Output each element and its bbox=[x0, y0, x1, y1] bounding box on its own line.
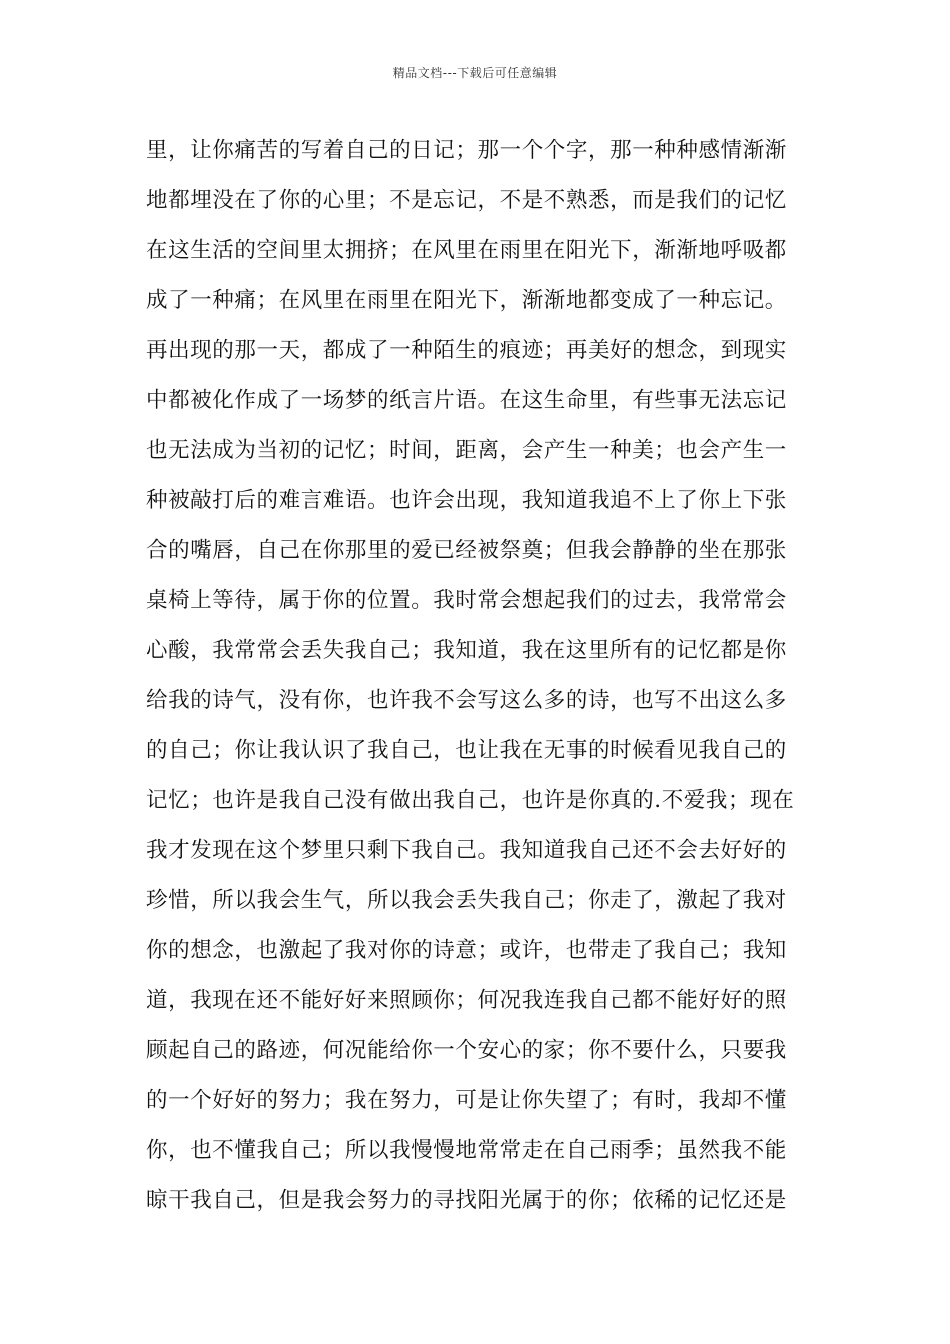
text-line: 成了一种痛；在风里在雨里在阳光下，渐渐地都变成了一种忘记。 bbox=[146, 288, 787, 313]
text-line: 你的想念，也激起了我对你的诗意；或许，也带走了我自己；我知 bbox=[146, 938, 787, 963]
text-line: 种被敲打后的难言难语。也许会出现，我知道我追不上了你上下张 bbox=[146, 488, 787, 513]
text-line: 道，我现在还不能好好来照顾你；何况我连我自己都不能好好的照 bbox=[146, 988, 787, 1013]
text-line: 里，让你痛苦的写着自己的日记；那一个个字，那一种种感情渐渐 bbox=[146, 138, 787, 163]
text-line: 再出现的那一天，都成了一种陌生的痕迹；再美好的想念，到现实 bbox=[146, 338, 787, 363]
text-line: 心酸，我常常会丢失我自己；我知道，我在这里所有的记忆都是你 bbox=[146, 638, 787, 663]
text-line: 地都埋没在了你的心里；不是忘记，不是不熟悉，而是我们的记忆 bbox=[146, 188, 787, 213]
page-header: 精品文档---下载后可任意编辑 bbox=[392, 66, 558, 80]
text-line: 也无法成为当初的记忆；时间，距离，会产生一种美；也会产生一 bbox=[146, 438, 787, 463]
body-text bbox=[146, 126, 816, 1226]
text-line: 我才发现在这个梦里只剩下我自己。我知道我自己还不会去好好的 bbox=[146, 838, 787, 863]
text-line: 中都被化作成了一场梦的纸言片语。在这生命里，有些事无法忘记 bbox=[146, 388, 787, 413]
text-line: 晾干我自己，但是我会努力的寻找阳光属于的你；依稀的记忆还是 bbox=[146, 1188, 787, 1213]
text-line: 的自己；你让我认识了我自己，也让我在无事的时候看见我自己的 bbox=[146, 738, 787, 763]
text-line: 顾起自己的路迹，何况能给你一个安心的家；你不要什么，只要我 bbox=[146, 1038, 787, 1063]
text-line: 在这生活的空间里太拥挤；在风里在雨里在阳光下，渐渐地呼吸都 bbox=[146, 238, 787, 263]
text-line: 合的嘴唇，自己在你那里的爱已经被祭奠；但我会静静的坐在那张 bbox=[146, 538, 787, 563]
text-line: 珍惜，所以我会生气，所以我会丢失我自己；你走了，激起了我对 bbox=[146, 888, 787, 913]
text-line: 给我的诗气，没有你，也许我不会写这么多的诗，也写不出这么多 bbox=[146, 688, 787, 713]
text-line: 你，也不懂我自己；所以我慢慢地常常走在自己雨季；虽然我不能 bbox=[146, 1138, 787, 1163]
text-line: 桌椅上等待，属于你的位置。我时常会想起我们的过去，我常常会 bbox=[146, 588, 787, 613]
text-line: 记忆；也许是我自己没有做出我自己，也许是你真的.不爱我；现在 bbox=[146, 788, 795, 813]
text-line: 的一个好好的努力；我在努力，可是让你失望了；有时，我却不懂 bbox=[146, 1088, 787, 1113]
